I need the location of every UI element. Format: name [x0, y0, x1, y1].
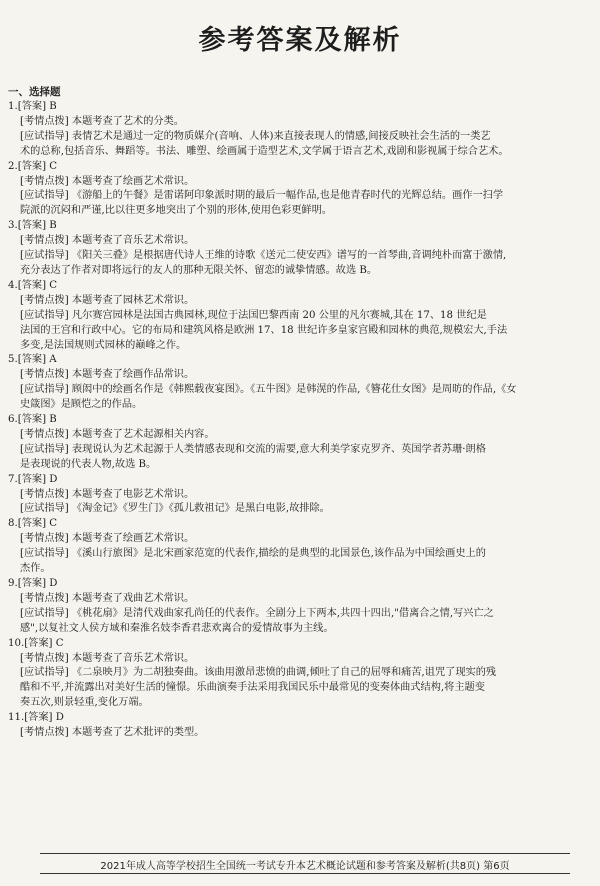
question-block	[8, 637, 588, 712]
guide-line: [应试指导] 《溪山行旅图》是北宋画家范宽的代表作,描绘的是典型的北国景色,该作品为中国绘画史上的	[20, 548, 486, 560]
question-number: 2.	[8, 160, 18, 172]
answer-line	[8, 219, 588, 234]
answer-list	[8, 100, 588, 741]
answer-line	[8, 637, 588, 652]
exam-point: [考情点拨] 本题考查了音乐艺术常识。	[20, 235, 195, 247]
footer-rule-top	[40, 853, 570, 854]
guide-line: [应试指导] 表情艺术是通过一定的物质媒介(音响、人体)来直接表现人的情感,间接反映社会生活的一类艺	[20, 130, 491, 142]
question-block	[8, 160, 588, 220]
answer-line	[8, 413, 588, 428]
exam-point: [考情点拨] 本题考查了音乐艺术常识。	[20, 652, 195, 664]
guide-line: 充分表达了作者对即将远行的友人的那种无限关怀、留恋的诚挚情感。故选 B。	[20, 264, 378, 276]
guide-line: 是表现说的代表人物,故选 B。	[20, 458, 157, 470]
answer-text: [答案] B	[17, 220, 57, 232]
guide-line: [应试指导] 《游船上的午餐》是雷诺阿印象派时期的最后一幅作品,也是他青春时代的光辉总结。画作一扫学	[20, 190, 504, 202]
answer-text: [答案] C	[17, 279, 58, 291]
answer-line	[8, 353, 588, 368]
answer-text: [答案] A	[17, 354, 57, 366]
guide-line: [应试指导] 《二泉映月》为二胡独奏曲。该曲用激昂悲愤的曲调,倾吐了自己的屈辱和痛苦,诅咒了现实的残	[20, 667, 497, 679]
answer-text: [答案] C	[17, 160, 58, 172]
answer-line	[8, 100, 588, 115]
answer-line	[8, 473, 588, 488]
guide-line: [应试指导] 《阳关三叠》是根据唐代诗人王维的诗歌《送元二使安西》谱写的一首琴曲,音调纯朴而富于激情,	[20, 250, 507, 262]
question-number: 5.	[8, 354, 18, 366]
question-block	[8, 413, 588, 473]
answer-text: [答案] D	[17, 473, 58, 485]
answer-line	[8, 517, 588, 532]
exam-point: [考情点拨] 本题考查了艺术批评的类型。	[20, 727, 205, 739]
exam-point: [考情点拨] 本题考查了绘画作品常识。	[20, 369, 195, 381]
question-block	[8, 711, 588, 741]
question-number: 11.	[8, 712, 25, 724]
guide-line: [应试指导] 顾闳中的绘画名作是《韩熙载夜宴图》。《五牛图》是韩滉的作品,《簪花仕女图》是周昉的作品,《女	[20, 384, 517, 396]
question-block	[8, 353, 588, 413]
exam-point: [考情点拨] 本题考查了绘画艺术常识。	[20, 175, 195, 187]
exam-point: [考情点拨] 本题考查了园林艺术常识。	[20, 294, 195, 306]
guide-line: 法国的王宫和行政中心。它的布局和建筑风格是欧洲 17、18 世纪许多皇家宫殿和园林的典范,规模宏大,手法	[20, 324, 508, 336]
answer-line	[8, 711, 588, 726]
answer-line	[8, 279, 588, 294]
question-block	[8, 473, 588, 518]
question-block	[8, 517, 588, 577]
guide-line: 术的总称,包括音乐、舞蹈等。书法、雕塑、绘画属于造型艺术,文学属于语言艺术,戏剧和影视属于综合艺术。	[20, 145, 509, 157]
answer-line	[8, 577, 588, 592]
question-block	[8, 219, 588, 279]
question-number: 8.	[8, 518, 18, 530]
answer-text: [答案] B	[17, 414, 57, 426]
question-number: 10.	[8, 637, 25, 649]
page-footer: 2021年成人高等学校招生全国统一考试专升本艺术概论试题和参考答案及解析(共8页) 第6页	[100, 861, 510, 872]
question-number: 1.	[8, 101, 18, 112]
guide-line: 多变,是法国规则式园林的巅峰之作。	[20, 339, 187, 351]
guide-line: 奏五次,则景轻重,变化万端。	[20, 697, 149, 709]
question-block	[8, 577, 588, 637]
guide-line: [应试指导] 凡尔赛宫园林是法国古典园林,现位于法国巴黎西南 20 公里的凡尔赛城,其在 17、18 世纪是	[20, 309, 487, 321]
answer-text: [答案] B	[17, 101, 57, 112]
question-number: 6.	[8, 414, 18, 426]
question-block	[8, 279, 588, 354]
answer-text: [答案] C	[24, 637, 64, 649]
answer-text: [答案] C	[17, 518, 58, 530]
footer-rule-bottom	[40, 873, 570, 874]
question-block	[8, 100, 588, 160]
question-number: 9.	[8, 578, 18, 589]
question-number: 7.	[8, 473, 18, 485]
guide-line: 杰作。	[20, 563, 51, 575]
guide-line: 院派的沉闷和严谨,比以往更多地突出了个别的形体,使用色彩更鲜明。	[20, 205, 333, 217]
guide-line: [应试指导] 《淘金记》《罗生门》《孤儿救祖记》是黑白电影,故排除。	[20, 503, 330, 515]
guide-line: 感",以复社文人侯方域和秦淮名妓李香君悲欢离合的爱情故事为主线。	[20, 622, 334, 634]
exam-point: [考情点拨] 本题考查了电影艺术常识。	[20, 488, 195, 500]
question-number: 3.	[8, 220, 18, 232]
answer-text: [答案] D	[24, 712, 64, 724]
exam-point: [考情点拨] 本题考查了艺术的分类。	[20, 115, 184, 127]
page-title: 参考答案及解析	[198, 25, 402, 56]
exam-point: [考情点拨] 本题考查了艺术起源相关内容。	[20, 428, 215, 440]
answer-line	[8, 160, 588, 175]
question-number: 4.	[8, 279, 18, 291]
guide-line: [应试指导] 《桃花扇》是清代戏曲家孔尚任的代表作。全剧分上下两本,共四十四出,"借离合之情,写兴亡之	[20, 607, 494, 619]
section-heading: 一、选择题	[8, 86, 61, 98]
exam-point: [考情点拨] 本题考查了戏曲艺术常识。	[20, 592, 195, 604]
exam-point: [考情点拨] 本题考查了绘画艺术常识。	[20, 533, 195, 545]
guide-line: 史箴图》是顾恺之的作品。	[20, 399, 143, 411]
guide-line: 酷和不平,并流露出对美好生活的憧憬。乐曲演奏手法采用我国民乐中最常见的变奏体曲式结构,将主题变	[20, 682, 485, 694]
answer-text: [答案] D	[17, 578, 58, 589]
guide-line: [应试指导] 表现说认为艺术起源于人类情感表现和交流的需要,意大利美学家克罗齐、英国学者苏珊·朗格	[20, 443, 486, 455]
